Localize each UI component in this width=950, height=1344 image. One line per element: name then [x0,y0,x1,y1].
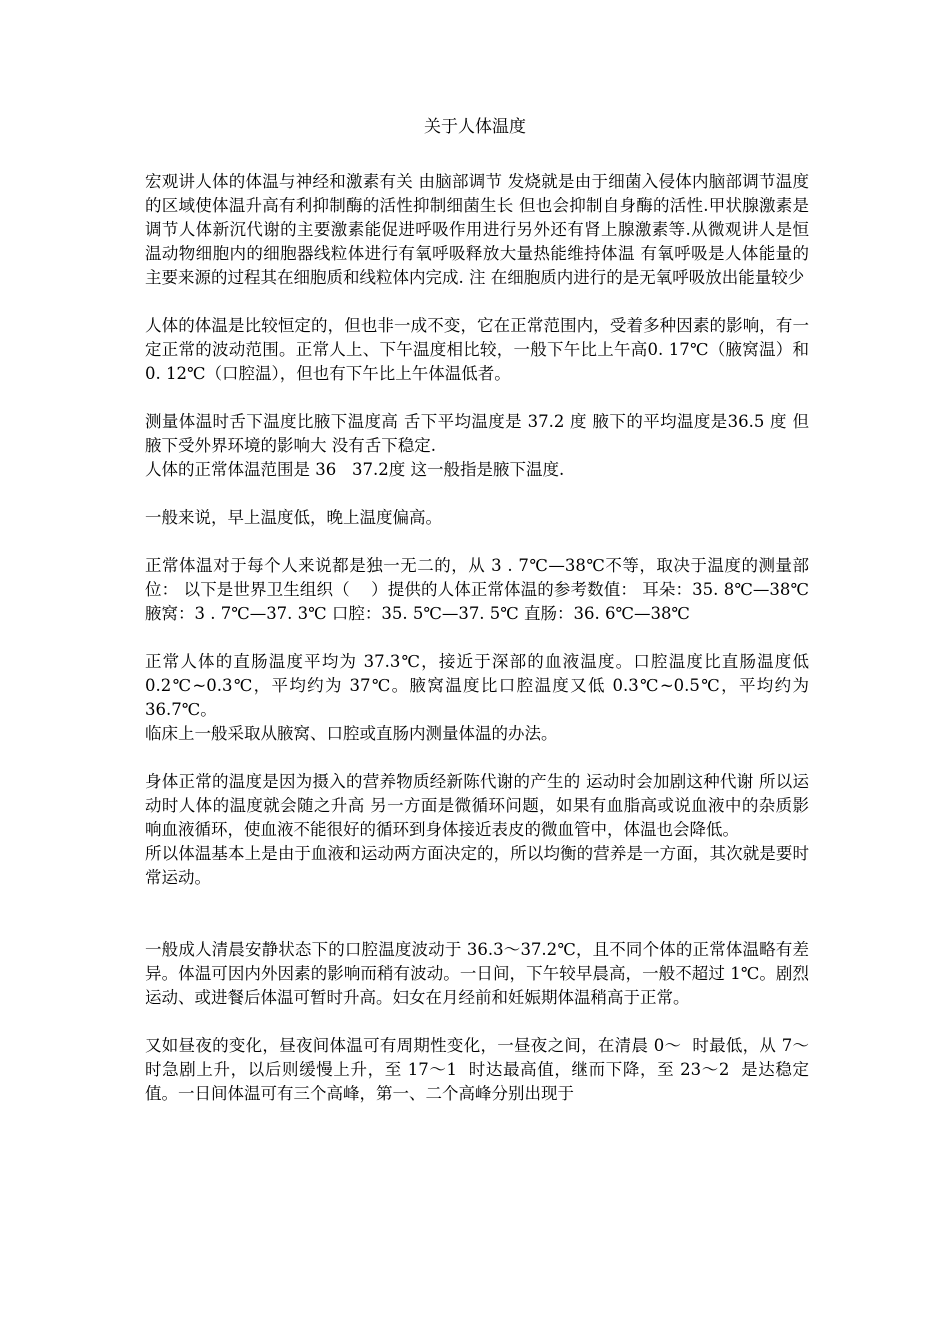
document-title: 关于人体温度 [424,117,526,137]
document-body [145,170,820,1106]
paragraph-clinical-methods: 临床上一般采取从腋窝、口腔或直肠内测量体温的办法。 [145,724,558,743]
paragraph-temperature-stability: 人体的体温是比较恒定的，但也非一成不变，它在正常范围内，受着多种因素的影响，有一定正常的波动范围。正常人上、下午温度相比较，一般下午比上午高0. 17℃（腋窝温）和 0. 12℃（口腔温），但也有下午比上午体温低者。 [145,316,815,383]
paragraph-normal-range: 人体的正常体温范围是 36 37.2度 这一般指是腋下温度. [145,460,565,479]
paragraph-adult-oral-temperature: 一般成人清晨安静状态下的口腔温度波动于 36.3～37.2℃，且不同个体的正常体温略有差异。体温可因内外因素的影响而稍有波动。一日间，下午较早晨高，一般不超过 1℃。剧烈运动、或进餐后体温可暂时升高。妇女在月经前和妊娠期体温稍高于正常。 [145,940,809,1007]
paragraph-morning-evening: 一般来说，早上温度低，晚上温度偏高。 [145,508,442,527]
paragraph-metabolism: 身体正常的温度是因为摄入的营养物质经新陈代谢的产生的 运动时会加剧这种代谢 所以运动时人体的温度就会随之升高 另一方面是微循环问题，如果有血脂高或说血液中的杂质影响血液循环，使血液不能很好的循环到身体接近表皮的微血管中，体温也会降低。 [145,772,809,839]
paragraph-measurement-sites: 测量体温时舌下温度比腋下温度高 舌下平均温度是 37.2 度 腋下的平均温度是36.5 度 但腋下受外界环境的影响大 没有舌下稳定. [145,412,809,455]
paragraph-rectal-temperature: 正常人体的直肠温度平均为 37.3℃，接近于深部的血液温度。口腔温度比直肠温度低 0.2℃~0.3℃，平均约为 37℃。腋窝温度比口腔温度又低 0.3℃~0.5℃，平均约为 36.7℃。 [145,652,815,719]
paragraph-who-reference: 正常体温对于每个人来说都是独一无二的，从 3 . 7℃—38℃不等，取决于温度的测量部位： 以下是世界卫生组织（ ）提供的人体正常体温的参考数值： 耳朵：35. 8℃—38℃ 腋窝：3 . 7℃—37. 3℃ 口腔：35. 5℃—37. 5℃ 直肠：36. 6℃—38℃ [145,556,815,623]
paragraph-macro-regulation: 宏观讲人体的体温与神经和激素有关 由脑部调节 发烧就是由于细菌入侵体内脑部调节温度的区域使体温升高有利抑制酶的活性抑制细菌生长 但也会抑制自身酶的活性.甲状腺激素是调节人体新沉代谢的主要激素能促进呼吸作用进行另外还有肾上腺激素等.从微观讲人是恒温动物细胞内的细胞器线粒体进行有氧呼吸释放大量热能维持体温 有氧呼吸是人体能量的主要来源的过程其在细胞质和线粒体内完成. 注 在细胞质内进行的是无氧呼吸放出能量较少 [145,172,809,287]
paragraph-circadian-variation: 又如昼夜的变化，昼夜间体温可有周期性变化，一昼夜之间，在清晨 0～ 时最低，从 7～ 时急剧上升，以后则缓慢上升，至 17～1 时达最高值，继而下降，至 23～2 是达稳定值。一日间体温可有三个高峰，第一、二个高峰分别出现于 [145,1036,820,1103]
paragraph-conclusion: 所以体温基本上是由于血液和运动两方面决定的，所以均衡的营养是一方面，其次就是要时常运动。 [145,844,809,887]
